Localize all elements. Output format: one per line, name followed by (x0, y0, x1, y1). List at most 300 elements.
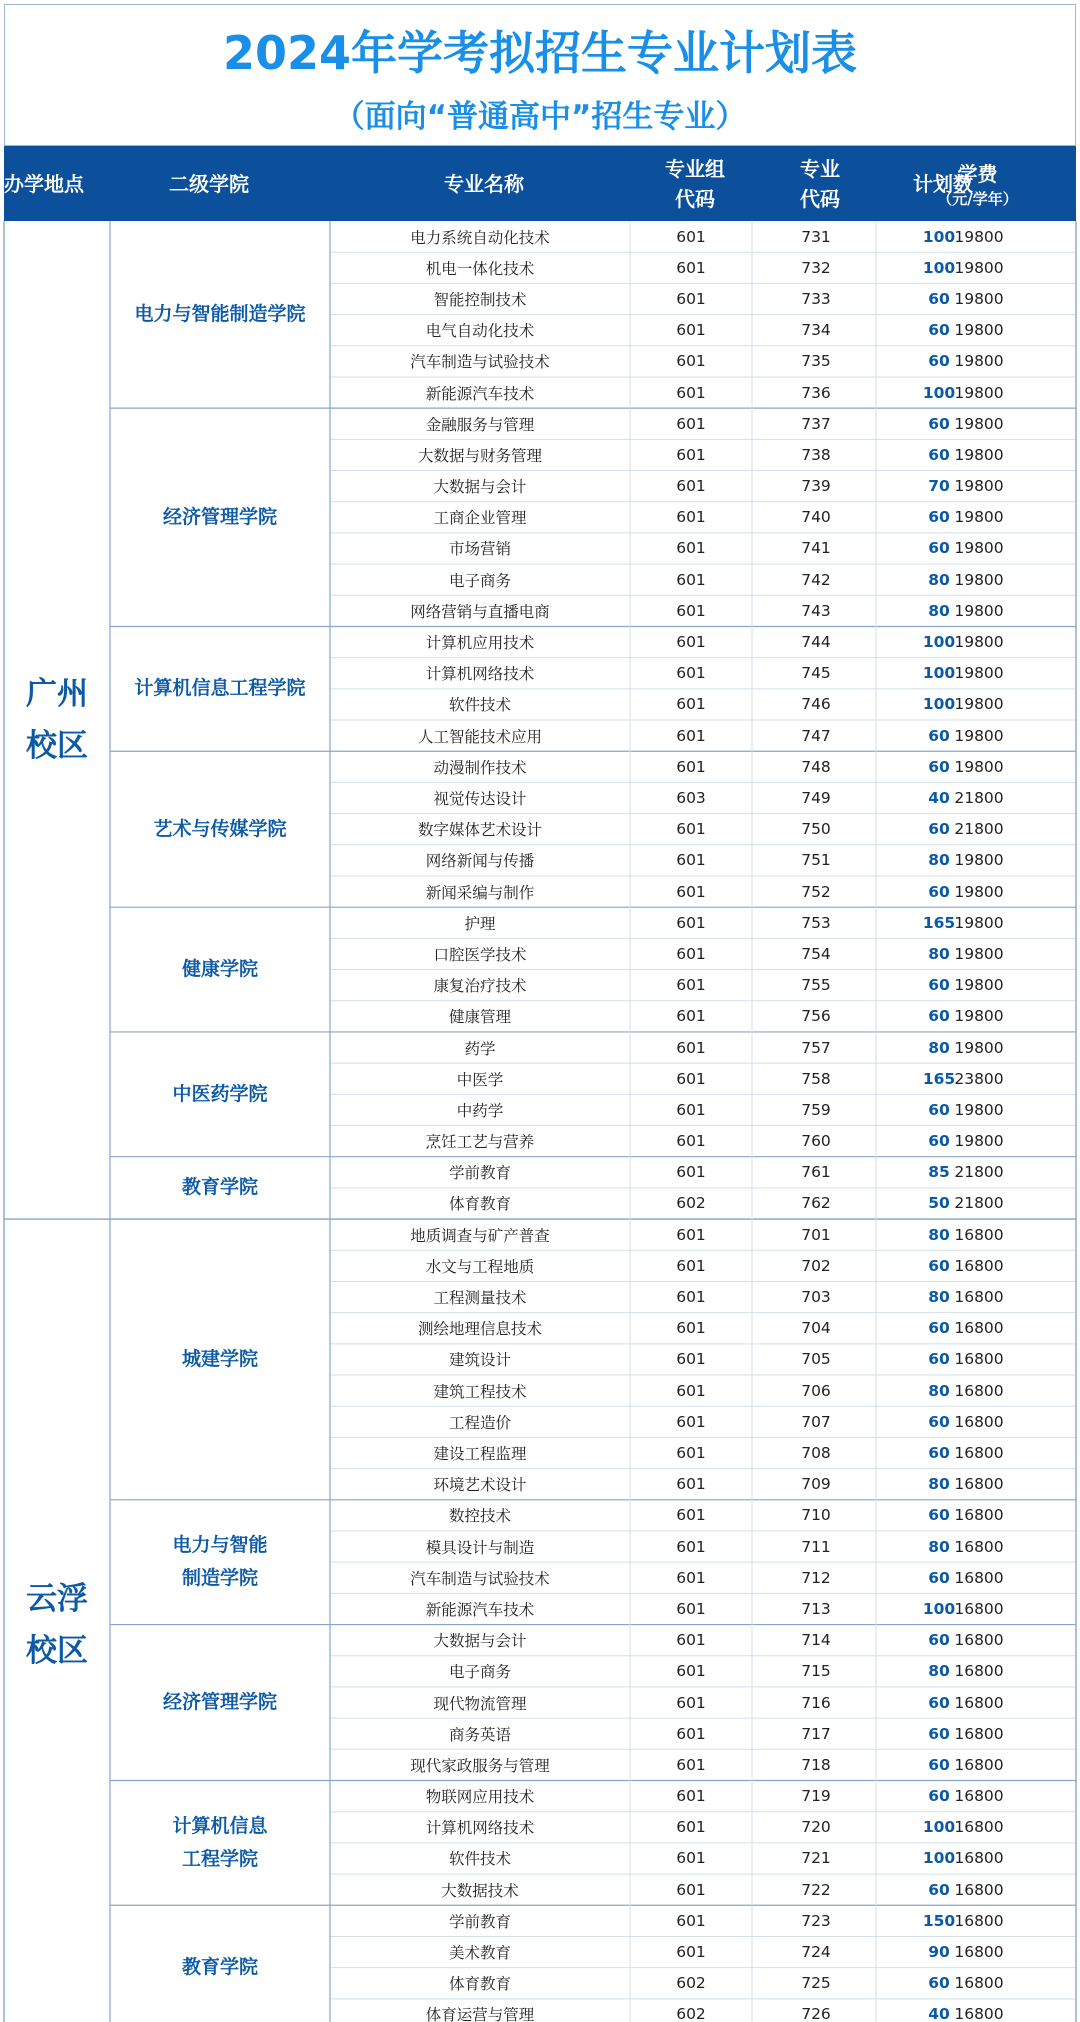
major-name: 电子商务 (448, 1663, 511, 1682)
major-name: 学前教育 (448, 1164, 511, 1183)
group-code: 601 (676, 1568, 706, 1587)
major-name: 金融服务与管理 (425, 415, 535, 434)
group-code: 601 (676, 321, 706, 340)
major-name: 中药学 (456, 1101, 504, 1120)
header-group-code (634, 146, 756, 221)
major-name: 工程造价 (448, 1413, 511, 1432)
plan-count: 60 (928, 1880, 950, 1899)
campus-name: 云浮 校区 (26, 1580, 88, 1669)
tuition-fee: 19800 (954, 321, 1004, 340)
major-name: 视觉传达设计 (433, 790, 527, 808)
major-code: 713 (801, 1599, 831, 1618)
group-code: 601 (676, 445, 706, 464)
plan-count: 60 (928, 1412, 950, 1431)
tuition-fee: 21800 (954, 1194, 1004, 1213)
college-name: 经济管理学院 (162, 1691, 277, 1714)
major-code: 725 (801, 1974, 831, 1993)
major-code: 761 (801, 1163, 831, 1182)
group-code: 601 (676, 1163, 706, 1182)
plan-count: 100 (922, 695, 956, 714)
plan-count: 60 (928, 1100, 950, 1119)
major-code: 758 (801, 1069, 831, 1088)
major-name: 体育教育 (448, 1975, 511, 1994)
plan-count: 60 (928, 508, 950, 527)
major-name: 软件技术 (448, 696, 511, 715)
group-code: 602 (676, 1974, 706, 1993)
tuition-fee: 16800 (954, 1225, 1004, 1244)
major-name: 护理 (464, 914, 496, 933)
group-code: 601 (676, 352, 706, 371)
tuition-fee: 19800 (954, 352, 1004, 371)
major-name: 烹饪工艺与营养 (425, 1133, 535, 1152)
group-code: 601 (676, 1506, 706, 1525)
group-code: 601 (676, 508, 706, 527)
tuition-fee: 19800 (954, 882, 1004, 901)
plan-count: 60 (928, 1350, 950, 1369)
plan-count: 100 (922, 1818, 956, 1837)
major-name: 现代物流管理 (433, 1694, 527, 1713)
group-code: 601 (676, 1662, 706, 1681)
college-name: 计算机信息 工程学院 (172, 1814, 268, 1870)
plan-count: 60 (928, 1132, 950, 1151)
plan-count: 60 (928, 289, 950, 308)
major-name: 网络营销与直播电商 (410, 602, 550, 621)
header-fee (879, 146, 1076, 221)
major-name: 工商企业管理 (433, 509, 527, 528)
group-code: 601 (676, 1319, 706, 1338)
major-code: 738 (801, 445, 831, 464)
plan-count: 60 (928, 1974, 950, 1993)
plan-count: 60 (928, 1319, 950, 1338)
group-code: 601 (676, 820, 706, 839)
major-code: 715 (801, 1662, 831, 1681)
plan-count: 100 (922, 383, 956, 402)
major-code: 704 (801, 1319, 831, 1338)
group-code: 601 (676, 1444, 706, 1462)
group-code: 601 (676, 913, 706, 932)
group-code: 601 (676, 570, 706, 589)
tuition-fee: 19800 (954, 633, 1004, 652)
plan-count: 165 (922, 1069, 956, 1088)
college-name: 教育学院 (181, 1176, 258, 1199)
college-name: 艺术与传媒学院 (153, 817, 287, 840)
group-code: 601 (676, 1225, 706, 1244)
tuition-fee: 16800 (954, 1475, 1004, 1494)
major-name: 模具设计与制造 (425, 1538, 535, 1557)
group-code: 601 (676, 539, 706, 558)
group-code: 601 (676, 633, 706, 652)
plan-count: 85 (928, 1163, 950, 1182)
major-code: 746 (801, 695, 831, 714)
tuition-fee: 19800 (954, 726, 1004, 745)
group-code: 601 (676, 1911, 706, 1930)
plan-count: 40 (928, 2005, 950, 2022)
major-name: 中医学 (456, 1070, 504, 1089)
major-code: 762 (801, 1194, 831, 1213)
group-code: 601 (676, 1007, 706, 1026)
tuition-fee: 16800 (954, 1599, 1004, 1618)
major-name: 动漫制作技术 (433, 758, 527, 777)
plan-count: 60 (928, 321, 950, 340)
tuition-fee: 21800 (954, 789, 1004, 807)
major-name: 药学 (464, 1039, 496, 1058)
tuition-fee: 19800 (954, 944, 1004, 963)
college-name: 教育学院 (181, 1956, 258, 1979)
tuition-fee: 16800 (954, 1506, 1004, 1525)
group-code: 601 (676, 1818, 706, 1837)
plan-count: 80 (928, 851, 950, 870)
major-name: 物联网应用技术 (425, 1788, 535, 1807)
college-name: 电力与智能 制造学院 (172, 1534, 268, 1590)
major-name: 体育运营与管理 (425, 2006, 535, 2022)
major-name: 现代家政服务与管理 (410, 1756, 550, 1775)
major-code: 740 (801, 508, 831, 527)
major-code: 720 (801, 1818, 831, 1837)
group-code: 601 (676, 851, 706, 870)
plan-count: 60 (928, 1693, 950, 1712)
plan-count: 150 (922, 1911, 956, 1930)
major-code: 701 (801, 1225, 831, 1244)
plan-count: 60 (928, 539, 950, 558)
plan-count: 60 (928, 726, 950, 745)
major-name: 智能控制技术 (433, 290, 527, 309)
plan-count: 80 (928, 1038, 950, 1057)
tuition-fee: 19800 (954, 913, 1004, 932)
group-code: 601 (676, 1256, 706, 1275)
major-code: 760 (801, 1132, 831, 1151)
plan-count: 100 (922, 633, 956, 652)
tuition-fee: 16800 (954, 1755, 1004, 1774)
major-code: 748 (801, 757, 831, 776)
header-fee-line1: 学费 (957, 161, 998, 186)
major-name: 计算机应用技术 (425, 634, 535, 653)
plan-count: 60 (928, 1787, 950, 1806)
tuition-fee: 19800 (954, 508, 1004, 527)
group-code: 601 (676, 1069, 706, 1088)
tuition-fee: 16800 (954, 1787, 1004, 1806)
group-code: 601 (676, 1038, 706, 1057)
college-name: 计算机信息工程学院 (134, 677, 306, 700)
plan-count: 60 (928, 1724, 950, 1743)
major-code: 719 (801, 1787, 831, 1806)
college-name: 经济管理学院 (162, 505, 277, 528)
group-code: 601 (676, 383, 706, 402)
tuition-fee: 16800 (954, 1849, 1004, 1868)
group-code: 601 (676, 1849, 706, 1868)
major-name: 汽车制造与试验技术 (410, 353, 550, 372)
group-code: 603 (676, 789, 706, 807)
plan-count: 100 (922, 1849, 956, 1868)
group-code: 601 (676, 258, 706, 277)
major-name: 机电一体化技术 (425, 259, 535, 278)
major-code: 734 (801, 321, 831, 340)
major-code: 722 (801, 1880, 831, 1899)
major-code: 723 (801, 1911, 831, 1930)
tuition-fee: 19800 (954, 383, 1004, 402)
plan-count: 80 (928, 570, 950, 589)
tuition-fee: 19800 (954, 1100, 1004, 1119)
major-name: 口腔医学技术 (433, 945, 527, 964)
group-code: 601 (676, 1475, 706, 1494)
tuition-fee: 16800 (954, 1693, 1004, 1712)
tuition-fee: 16800 (954, 1943, 1004, 1962)
major-name: 大数据与会计 (433, 478, 527, 497)
tuition-fee: 19800 (954, 445, 1004, 464)
tuition-fee: 19800 (954, 601, 1004, 620)
title-box (4, 4, 1076, 146)
major-code: 742 (801, 570, 831, 589)
group-code: 601 (676, 1350, 706, 1369)
major-name: 计算机网络技术 (425, 665, 535, 684)
plan-count: 60 (928, 1444, 950, 1462)
plan-count: 80 (928, 1537, 950, 1556)
header-major-code-line1: 专业 (800, 156, 840, 181)
tuition-fee: 16800 (954, 1568, 1004, 1587)
plan-count: 60 (928, 757, 950, 776)
tuition-fee: 16800 (954, 1412, 1004, 1431)
major-name: 测绘地理信息技术 (417, 1320, 542, 1339)
plan-count: 60 (928, 820, 950, 839)
college-name: 中医药学院 (172, 1082, 268, 1105)
tuition-fee: 19800 (954, 664, 1004, 683)
group-code: 601 (676, 477, 706, 496)
group-code: 601 (676, 695, 706, 714)
plan-count: 80 (928, 1288, 950, 1307)
college-name: 健康学院 (181, 958, 258, 981)
major-name: 健康管理 (448, 1008, 511, 1027)
major-name: 人工智能技术应用 (417, 727, 542, 746)
major-name: 环境艺术设计 (433, 1476, 527, 1495)
header-location-label: 办学地点 (4, 171, 84, 196)
header-plan-label: 计划数 (913, 171, 973, 196)
major-name: 大数据与财务管理 (417, 446, 542, 465)
tuition-fee: 16800 (954, 1724, 1004, 1743)
group-code: 601 (676, 1787, 706, 1806)
major-code: 747 (801, 726, 831, 745)
tuition-fee: 16800 (954, 1319, 1004, 1338)
tuition-fee: 19800 (954, 851, 1004, 870)
major-name: 市场营销 (448, 540, 511, 559)
major-code: 737 (801, 414, 831, 433)
plan-count: 70 (928, 477, 950, 496)
group-code: 601 (676, 976, 706, 995)
group-code: 601 (676, 1631, 706, 1650)
plan-count: 60 (928, 1631, 950, 1650)
tuition-fee: 19800 (954, 227, 1004, 246)
tuition-fee: 16800 (954, 1256, 1004, 1275)
group-code: 601 (676, 1132, 706, 1151)
major-name: 新能源汽车技术 (425, 384, 535, 403)
tuition-fee: 19800 (954, 757, 1004, 776)
tuition-fee: 19800 (954, 976, 1004, 995)
major-name: 康复治疗技术 (433, 977, 527, 996)
tuition-fee: 23800 (954, 1069, 1004, 1088)
major-code: 721 (801, 1849, 831, 1868)
major-code: 706 (801, 1381, 831, 1400)
page-title: 2024年学考拟招生专业计划表 (222, 26, 858, 80)
major-name: 地质调查与矿产普查 (410, 1226, 550, 1245)
plan-count: 80 (928, 601, 950, 620)
header-major-code (756, 146, 884, 221)
group-code: 601 (676, 1693, 706, 1712)
major-name: 新闻采编与制作 (425, 883, 535, 902)
group-code: 601 (676, 726, 706, 745)
major-code: 755 (801, 976, 831, 995)
plan-count: 60 (928, 414, 950, 433)
tuition-fee: 19800 (954, 1038, 1004, 1057)
major-name: 电力系统自动化技术 (410, 228, 550, 247)
tuition-fee: 16800 (954, 2005, 1004, 2022)
tuition-fee: 16800 (954, 1381, 1004, 1400)
header-location (4, 146, 84, 221)
plan-count: 60 (928, 976, 950, 995)
major-code: 753 (801, 913, 831, 932)
group-code: 601 (676, 1755, 706, 1774)
major-name: 建筑工程技术 (433, 1382, 527, 1401)
plan-count: 165 (922, 913, 956, 932)
page-subtitle: （面向“普通高中”招生专业） (333, 99, 747, 135)
group-code: 602 (676, 2005, 706, 2022)
major-name: 学前教育 (448, 1912, 511, 1931)
major-code: 732 (801, 258, 831, 277)
major-code: 743 (801, 601, 831, 620)
major-code: 731 (801, 227, 831, 246)
major-name: 电子商务 (448, 571, 511, 590)
major-code: 717 (801, 1724, 831, 1743)
major-code: 710 (801, 1506, 831, 1525)
tuition-fee: 19800 (954, 1007, 1004, 1026)
group-code: 601 (676, 664, 706, 683)
plan-count: 60 (928, 882, 950, 901)
major-name: 工程测量技术 (433, 1289, 527, 1308)
plan-count: 40 (928, 789, 950, 807)
major-name: 计算机网络技术 (425, 1819, 535, 1838)
tuition-fee: 19800 (954, 695, 1004, 714)
major-code: 757 (801, 1038, 831, 1057)
major-code: 714 (801, 1631, 831, 1650)
group-code: 601 (676, 1943, 706, 1962)
plan-count: 100 (922, 258, 956, 277)
major-name: 建设工程监理 (433, 1445, 527, 1463)
major-code: 739 (801, 477, 831, 496)
header-group-code-line1: 专业组 (665, 156, 725, 181)
major-name: 美术教育 (448, 1944, 511, 1963)
tuition-fee: 16800 (954, 1537, 1004, 1556)
plan-count: 60 (928, 1007, 950, 1026)
major-code: 703 (801, 1288, 831, 1307)
major-code: 707 (801, 1412, 831, 1431)
group-code: 601 (676, 1381, 706, 1400)
campus-name: 广州 校区 (26, 676, 88, 765)
group-code: 601 (676, 1288, 706, 1307)
major-code: 741 (801, 539, 831, 558)
group-code: 601 (676, 882, 706, 901)
group-code: 601 (676, 289, 706, 308)
major-code: 718 (801, 1755, 831, 1774)
plan-count: 60 (928, 1506, 950, 1525)
major-name: 数字媒体艺术设计 (417, 821, 542, 840)
major-name: 软件技术 (448, 1850, 511, 1869)
group-code: 601 (676, 944, 706, 963)
major-code: 756 (801, 1007, 831, 1026)
major-code: 712 (801, 1568, 831, 1587)
plan-count: 80 (928, 1475, 950, 1494)
college-name: 电力与智能制造学院 (134, 303, 306, 326)
tuition-fee: 16800 (954, 1288, 1004, 1307)
tuition-fee: 16800 (954, 1662, 1004, 1681)
plan-count: 90 (928, 1943, 950, 1962)
group-code: 602 (676, 1194, 706, 1213)
plan-count: 60 (928, 1755, 950, 1774)
group-code: 601 (676, 414, 706, 433)
tuition-fee: 16800 (954, 1444, 1004, 1462)
header-fee-line2: （元/学年） (937, 189, 1018, 208)
plan-count: 60 (928, 1256, 950, 1275)
group-code: 601 (676, 1880, 706, 1899)
plan-count: 100 (922, 1599, 956, 1618)
tuition-fee: 16800 (954, 1911, 1004, 1930)
plan-count: 100 (922, 227, 956, 246)
major-name: 商务英语 (448, 1725, 511, 1744)
header-major-code-line2: 代码 (800, 186, 840, 211)
major-name: 新能源汽车技术 (425, 1600, 535, 1619)
major-code: 736 (801, 383, 831, 402)
major-code: 709 (801, 1475, 831, 1494)
plan-count: 50 (928, 1194, 950, 1213)
tuition-fee: 16800 (954, 1350, 1004, 1369)
major-name: 数控技术 (448, 1507, 511, 1526)
plan-count: 80 (928, 1225, 950, 1244)
tuition-fee: 19800 (954, 477, 1004, 496)
plan-count: 60 (928, 445, 950, 464)
tuition-fee: 19800 (954, 289, 1004, 308)
header-group-code-line2: 代码 (675, 186, 715, 211)
college-name: 城建学院 (181, 1347, 258, 1370)
major-code: 751 (801, 851, 831, 870)
header-college (84, 146, 334, 221)
tuition-fee: 16800 (954, 1880, 1004, 1899)
major-code: 745 (801, 664, 831, 683)
tuition-fee: 19800 (954, 570, 1004, 589)
header-college-label: 二级学院 (169, 171, 249, 196)
major-name: 汽车制造与试验技术 (410, 1569, 550, 1588)
tuition-fee: 19800 (954, 539, 1004, 558)
group-code: 601 (676, 1599, 706, 1618)
plan-count: 100 (922, 664, 956, 683)
tuition-fee: 21800 (954, 1163, 1004, 1182)
major-name: 网络新闻与传播 (425, 852, 535, 871)
major-code: 724 (801, 1943, 831, 1962)
group-code: 601 (676, 757, 706, 776)
plan-count: 80 (928, 944, 950, 963)
major-code: 711 (801, 1537, 831, 1556)
header-major (334, 146, 634, 221)
group-code: 601 (676, 1537, 706, 1556)
major-code: 733 (801, 289, 831, 308)
group-code: 601 (676, 1724, 706, 1743)
major-name: 建筑设计 (448, 1351, 511, 1370)
group-code: 601 (676, 601, 706, 620)
major-code: 754 (801, 944, 831, 963)
major-code: 702 (801, 1256, 831, 1275)
major-code: 716 (801, 1693, 831, 1712)
tuition-fee: 19800 (954, 258, 1004, 277)
tuition-fee: 16800 (954, 1818, 1004, 1837)
major-code: 749 (801, 789, 831, 807)
major-code: 708 (801, 1444, 831, 1462)
major-name: 大数据技术 (441, 1881, 519, 1900)
plan-count: 80 (928, 1662, 950, 1681)
